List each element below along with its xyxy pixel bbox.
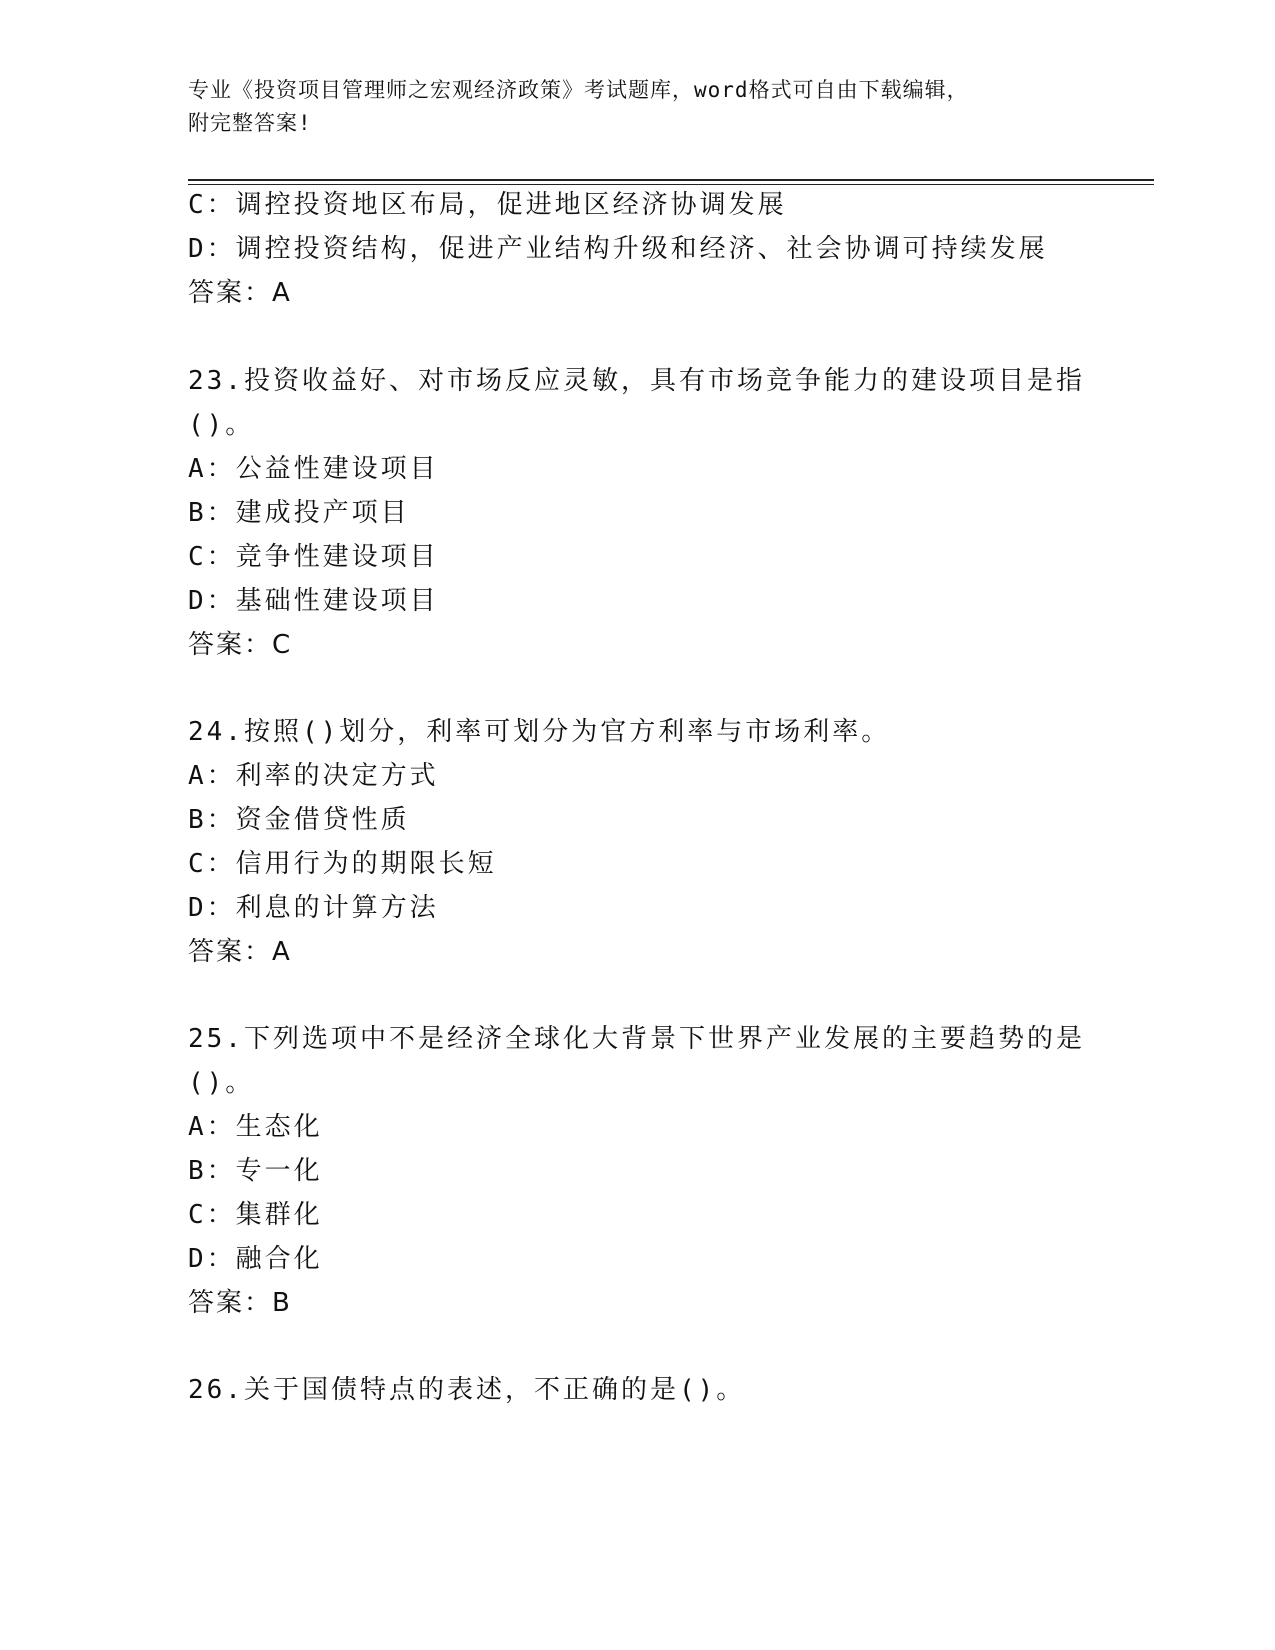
q24-stem-line-1: 24.按照()划分，利率可划分为官方利率与市场利率。 [188,717,891,747]
q25-option-c: C：集群化 [188,1200,323,1230]
q24-option-a: A：利率的决定方式 [188,761,439,791]
q23-answer: 答案：C [188,630,293,660]
q24-answer: 答案：A [188,937,292,967]
header-line-1: 专业《投资项目管理师之宏观经济政策》考试题库，word格式可自由下载编辑， [188,78,969,102]
q25-option-a: A：生态化 [188,1112,323,1142]
q26-stem-line-1: 26.关于国债特点的表述，不正确的是()。 [188,1375,746,1405]
q24-option-b: B：资金借贷性质 [188,805,410,835]
prev-option-c: C：调控投资地区布局，促进地区经济协调发展 [188,190,787,220]
header-divider-thick [188,179,1154,181]
q25-answer: 答案：B [188,1288,292,1318]
q23-stem-line-1: 23.投资收益好、对市场反应灵敏，具有市场竞争能力的建设项目是指 [188,366,1085,396]
header-divider-thin [188,184,1154,185]
q24-option-c: C：信用行为的期限长短 [188,849,497,879]
q23-option-d: D：基础性建设项目 [188,586,439,616]
prev-option-d: D：调控投资结构，促进产业结构升级和经济、社会协调可持续发展 [188,234,1048,264]
document-header [188,74,1068,140]
q23-option-b: B：建成投产项目 [188,498,410,528]
header-line-2: 附完整答案! [188,111,312,135]
q23-option-c: C：竞争性建设项目 [188,542,439,572]
q25-option-d: D：融合化 [188,1244,323,1274]
q23-stem-line-2: ()。 [188,410,255,440]
q25-option-b: B：专一化 [188,1156,323,1186]
q25-stem-line-1: 25.下列选项中不是经济全球化大背景下世界产业发展的主要趋势的是 [188,1024,1085,1054]
q23-option-a: A：公益性建设项目 [188,454,439,484]
q25-stem-line-2: ()。 [188,1068,255,1098]
q24-option-d: D：利息的计算方法 [188,893,439,923]
prev-answer: 答案：A [188,278,292,308]
